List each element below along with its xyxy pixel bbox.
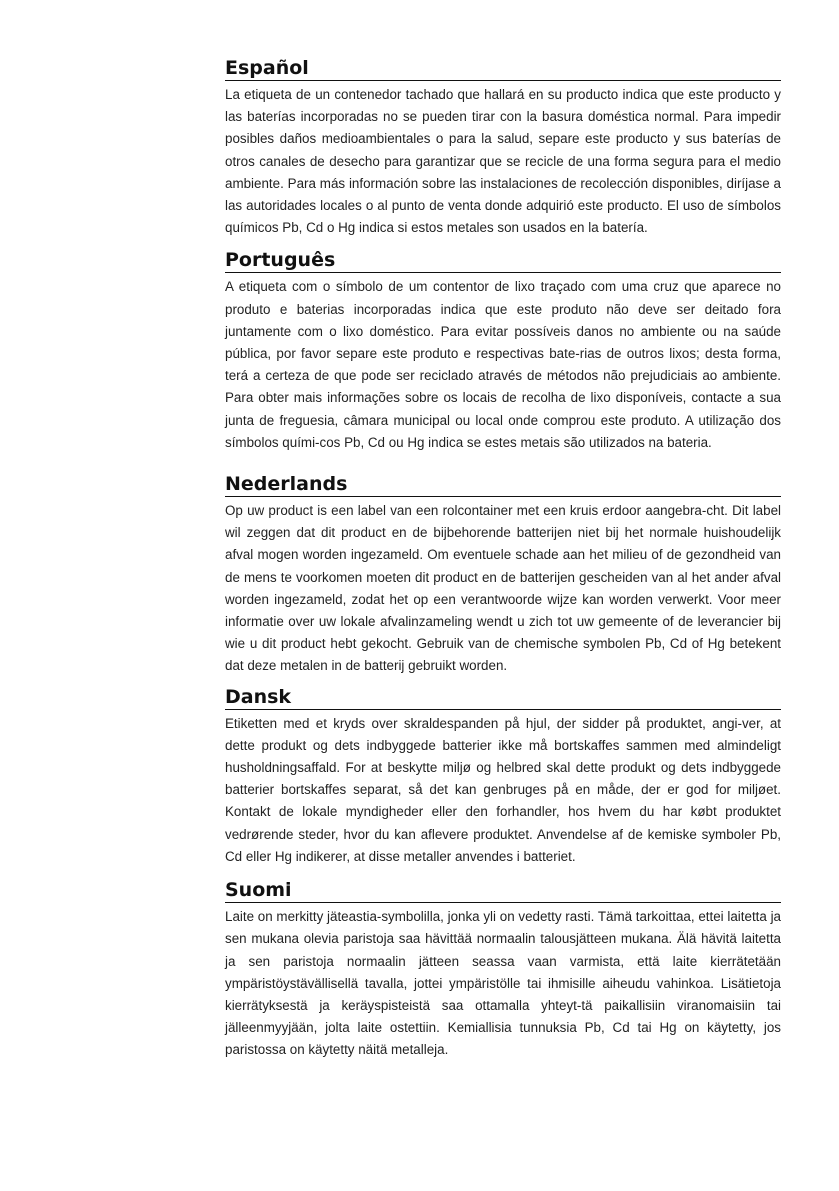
section-title: Nederlands (225, 472, 781, 497)
section-portuguese (225, 248, 781, 454)
section-title: Dansk (225, 685, 781, 710)
section-body: Op uw product is een label van een rolcontainer met een kruis erdoor aangebra-cht. Dit label wil zeggen dat dit product en de bijbehorende batterijen niet bij het normale huishoudelijk afval mogen worden ingezameld. Om eventuele schade aan het milieu of de gezondheid van de mens te voorkomen moeten dit product en de batterijen gescheiden van al het ander afval worden ingezameld, zodat het op een verantwoorde wijze kan worden verwerkt. Voor meer informatie over uw lokale afvalinzameling wendt u zich tot uw gemeente of de leverancier bij wie u dit product hebt gekocht. Gebruik van de chemische symbolen Pb, Cd of Hg betekent dat deze metalen in de batterij gebruikt worden. (225, 503, 781, 674)
section-body: Laite on merkitty jäteastia-symbolilla, jonka yli on vedetty rasti. Tämä tarkoittaa, ettei laitetta ja sen mukana olevia paristoja saa hävittää normaalin talousjätteen mukana. Älä hävitä laitetta ja sen paristoja normaalin jätteen seassa vaan varmista, että laite kierrätetään ympäristöystävällisellä tavalla, jottei ympäristölle tai ihmisille aiheudu vahinkoa. Lisätietoja kierrätyksestä ja keräyspisteistä saa ottamalla yhteyt-tä paikallisiin viranomaisiin tai jälleenmyyjään, jolta laite ostettiin. Kemiallisia tunnuksia Pb, Cd tai Hg on käytetty, jos paristossa on käytetty näitä metalleja. (225, 909, 781, 1058)
section-body: La etiqueta de un contenedor tachado que hallará en su producto indica que este producto y las baterías incorporadas no se pueden tirar con la basura doméstica normal. Para impedir posibles daños medioambientales o para la salud, separe este producto y sus baterías de otros canales de desecho para garantizar que se recicle de una forma segura para el medio ambiente. Para más información sobre las instalaciones de recolección disponibles, diríjase a las autoridades locales o al punto de venta donde adquirió este producto. El uso de símbolos químicos Pb, Cd o Hg indica si estos metales son usados en la batería. (225, 87, 781, 236)
section-title: Español (225, 56, 781, 81)
section-danish (225, 685, 781, 868)
section-finnish (225, 878, 781, 1061)
section-body: A etiqueta com o símbolo de um contentor de lixo traçado com uma cruz que aparece no produto e baterias incorporadas indica que este produto não deve ser deitado fora juntamente com o lixo doméstico. Para evitar possíveis danos no ambiente ou na saúde pública, por favor separe este produto e respectivas bate-rias de outros lixos; desta forma, terá a certeza de que pode ser reciclado através de métodos não prejudiciais ao ambiente. Para obter mais informações sobre os locais de recolha de lixo disponíveis, contacte a sua junta de freguesia, câmara municipal ou local onde comprou este produto. A utilização dos símbolos quími-cos Pb, Cd ou Hg indica se estes metais são utilizados na bateria. (225, 279, 781, 450)
document-page (225, 56, 781, 1062)
section-title: Suomi (225, 878, 781, 903)
section-body: Etiketten med et kryds over skraldespanden på hjul, der sidder på produktet, angi-ver, at dette produkt og dets indbyggede batterier ikke må bortskaffes sammen med almindeligt husholdningsaffald. For at beskytte miljø og helbred skal dette produkt og dets indbyggede batterier bortskaffes separat, så det kan genbruges på en måde, der er god for miljøet. Kontakt de lokale myndigheder eller den forhandler, hos hvem du har købt produktet vedrørende steder, hvor du kan aflevere produktet. Anvendelse af de kemiske symboler Pb, Cd eller Hg indikerer, at disse metaller anvendes i batteriet. (225, 715, 781, 864)
section-spanish (225, 56, 781, 239)
section-title: Português (225, 248, 781, 273)
section-dutch (225, 472, 781, 678)
